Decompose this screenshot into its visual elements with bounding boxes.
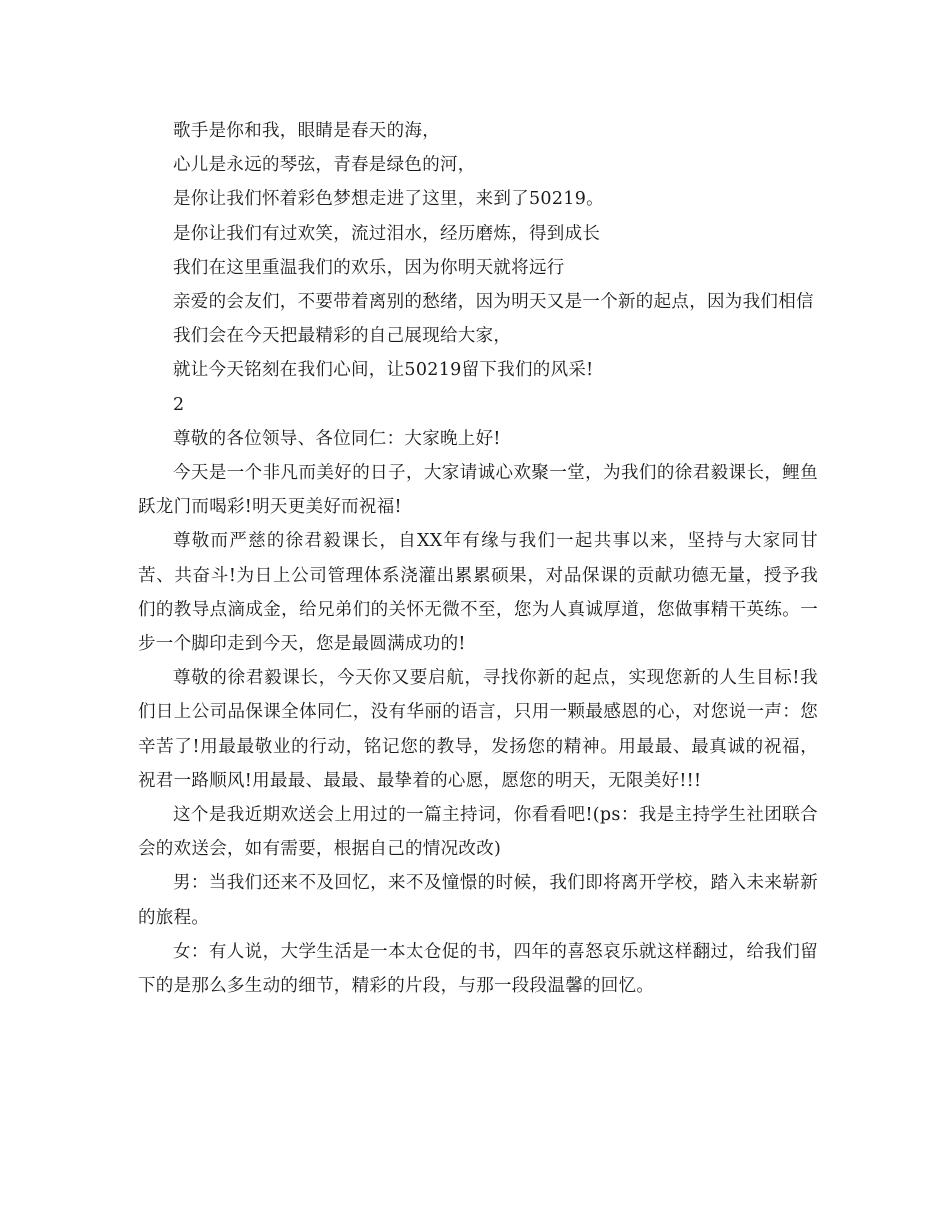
paragraph: 男：当我们还来不及回忆，来不及憧憬的时候，我们即将离开学校，踏入未来崭新的旅程。: [138, 873, 818, 928]
paragraph: 就让今天铭刻在我们心间，让50219留下我们的风采!: [173, 360, 594, 381]
greeting: 尊敬的各位领导、各位同仁：大家晚上好!: [173, 428, 501, 449]
section-number: 2: [173, 394, 185, 415]
paragraph: 这个是我近期欢送会上用过的一篇主持词，你看看吧!(ps：我是主持学生社团联合会的欢送会，如有需要，根据自己的情况改改): [138, 805, 818, 860]
paragraph: 尊敬的徐君毅课长，今天你又要启航，寻找你新的起点，实现您新的人生目标!我们日上公司品保课全体同仁，没有华丽的语言，只用一颗最感恩的心，对您说一声：您辛苦了!用最最敬业的行动，铭记您的教导，发扬您的精神。用最最、最真诚的祝福，祝君一路顺风!用最最、最最、最挚着的心愿，愿您的明天，无限美好!!!: [138, 668, 818, 791]
paragraph: 是你让我们怀着彩色梦想走进了这里，来到了50219。: [173, 189, 604, 210]
paragraph: 今天是一个非凡而美好的日子，大家请诚心欢聚一堂，为我们的徐君毅课长，鲤鱼跃龙门而喝彩!明天更美好而祝福!: [138, 463, 818, 518]
paragraph: 亲爱的会友们，不要带着离别的愁绪，因为明天又是一个新的起点，因为我们相信: [173, 292, 814, 313]
document-body: [138, 114, 818, 1003]
paragraph: 女：有人说，大学生活是一本太仓促的书，四年的喜怒哀乐就这样翻过，给我们留下的是那么多生动的细节，精彩的片段，与那一段段温馨的回忆。: [138, 941, 818, 997]
paragraph: 尊敬而严慈的徐君毅课长，自XX年有缘与我们一起共事以来，坚持与大家同甘苦、共奋斗!为日上公司管理体系浇灌出累累硕果，对品保课的贡献功德无量，授予我们的教导点滴成金，给兄弟们的关怀无微不至，您为人真诚厚道，您做事精干英练。一步一个脚印走到今天，您是最圆满成功的!: [138, 531, 818, 655]
paragraph: 是你让我们有过欢笑，流过泪水，经历磨炼，得到成长: [173, 223, 601, 244]
paragraph: 歌手是你和我，眼睛是春天的海，: [173, 121, 440, 141]
paragraph: 我们会在今天把最精彩的自己展现给大家，: [173, 326, 512, 347]
paragraph: 我们在这里重温我们的欢乐，因为你明天就将远行: [173, 257, 565, 278]
paragraph: 心儿是永远的琴弦，青春是绿色的河，: [173, 155, 476, 176]
